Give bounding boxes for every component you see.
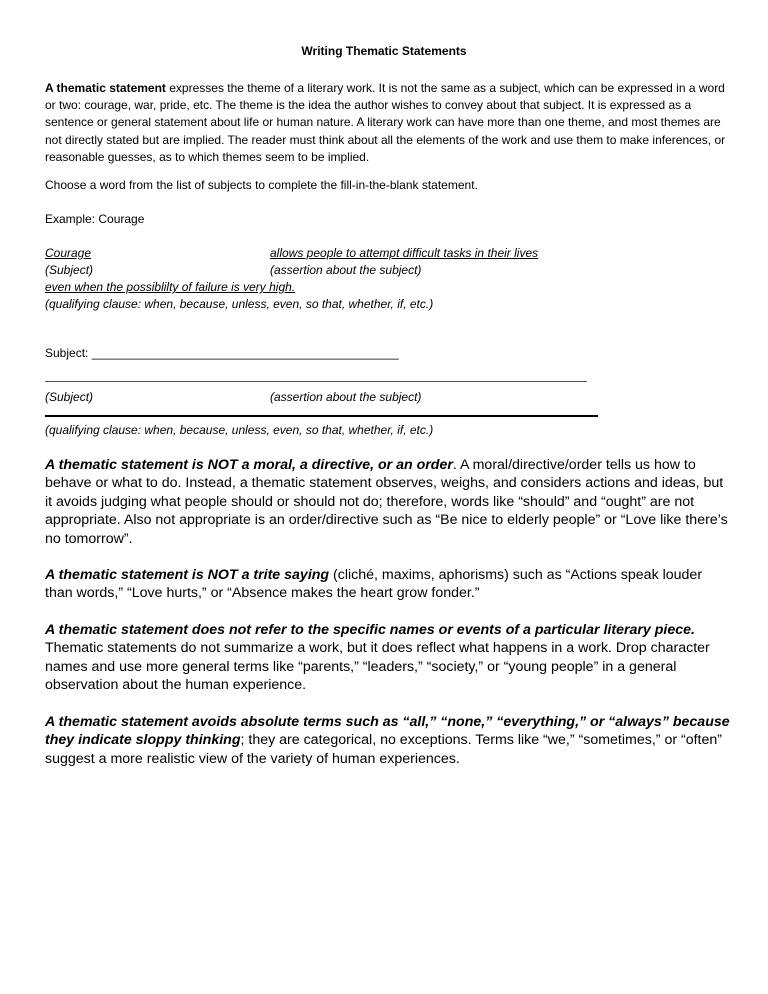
example-clause-caption: (qualifying clause: when, because, unless, even, so that, whether, if, etc.) xyxy=(45,297,434,311)
example-assertion: allows people to attempt difficult tasks in their lives xyxy=(270,246,539,260)
intro-lead: A thematic statement xyxy=(45,81,166,95)
rule-avoid-absolutes: A thematic statement avoids absolute terms such as “all,” “none,” “everything,” or “always” because they indicate sloppy thinking; they are categorical, no exceptions. Terms like “we,” “sometimes,” or “often” suggest a more realistic view of the variety of human experiences. xyxy=(45,714,730,767)
example-label: Example: Courage xyxy=(45,212,145,226)
intro-paragraph xyxy=(45,80,730,166)
instruction-text: Choose a word from the list of subjects to complete the fill-in-the-blank statement. xyxy=(45,178,478,192)
intro-text: expresses the theme of a literary work. It is not the same as a subject, which can be expressed in a word or two: courage, war, pride, etc. The theme is the idea the author wishes to convey about that subject. It is expressed as a sentence or general statement about life or human nature. A literary work can have more than one theme, and most themes are not directly stated but are implied. The reader must think about all the elements of the work and use them to make inferences, or reasonable guesses, as to which themes seem to be implied. xyxy=(45,81,726,164)
subject-blank-label: Subject: ______________________________________________ xyxy=(45,346,399,360)
rule-no-specific-names: A thematic statement does not refer to the specific names or events of a particular literary piece. Thematic statements do not summarize a work, but it does reflect what happens in a work. Drop character names and use more general terms like “parents,” “leaders,” “society,” or “young people” in a general observation about the human experience. xyxy=(45,622,710,694)
example-subject-caption: (Subject) xyxy=(45,263,94,277)
rule-not-trite: A thematic statement is NOT a trite saying (cliché, maxims, aphorisms) such as “Actions speak louder than words,” “Love hurts,” or “Absence makes the heart grow fonder.” xyxy=(45,567,703,602)
example-clause: even when the possiblilty of failure is very high. xyxy=(45,280,296,294)
assertion-blank-line xyxy=(45,381,587,382)
example-assertion-caption: (assertion about the subject) xyxy=(270,263,422,277)
blank-assertion-caption: (assertion about the subject) xyxy=(270,390,422,404)
example-subject: Courage xyxy=(45,246,92,260)
page-title: Writing Thematic Statements xyxy=(301,44,467,58)
blank-subject-caption: (Subject) xyxy=(45,390,94,404)
rule-not-moral: A thematic statement is NOT a moral, a directive, or an order. A moral/directive/order tells us how to behave or what to do. Instead, a thematic statement observes, weighs, and considers actions and ideas, but it avoids judging what people should or should not do; therefore, words like “should” and “ought” are not appropriate. Also not appropriate is an order/directive such as “Be nice to elderly people” or “Love like there’s no tomorrow”. xyxy=(45,457,728,547)
blank-clause-caption: (qualifying clause: when, because, unless, even, so that, whether, if, etc.) xyxy=(45,423,434,437)
clause-blank-line xyxy=(45,415,598,417)
